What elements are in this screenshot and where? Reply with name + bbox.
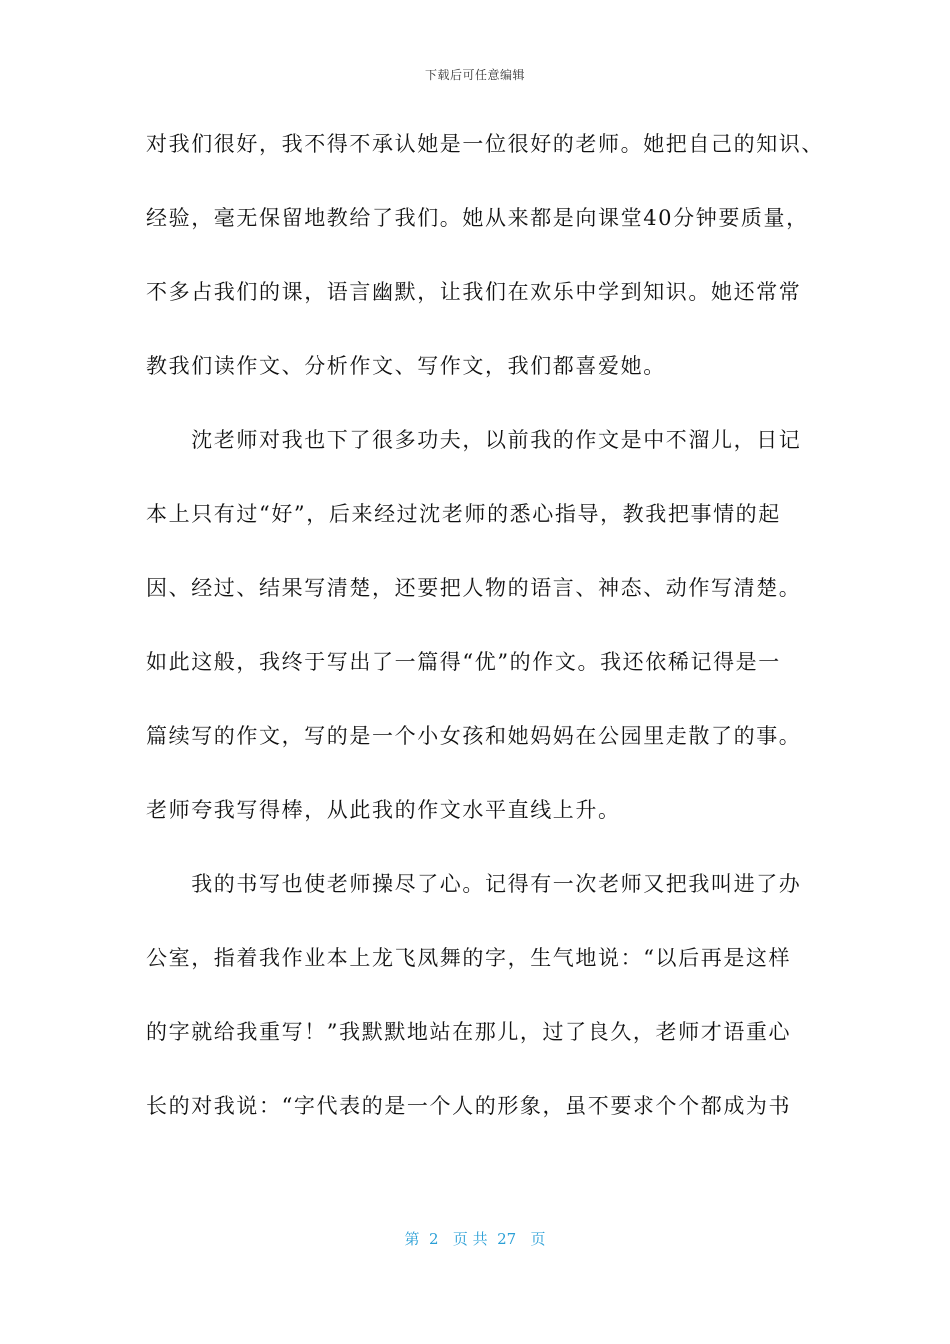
text-line: 的字就给我重写！”我默默地站在那儿，过了良久，老师才语重心 <box>146 1020 792 1044</box>
text-line: 公室，指着我作业本上龙飞凤舞的字，生气地说：“以后再是这样 <box>146 946 792 970</box>
text-line: 沈老师对我也下了很多功夫，以前我的作文是中不溜儿，日记 <box>146 428 802 452</box>
text-line: 老师夸我写得棒，从此我的作文水平直线上升。 <box>146 798 621 822</box>
text-line: 因、经过、结果写清楚，还要把人物的语言、神态、动作写清楚。 <box>146 576 802 600</box>
page-header: 下载后可任意编辑 <box>424 68 525 82</box>
text-line: 不多占我们的课，语言幽默，让我们在欢乐中学到知识。她还常常 <box>146 280 802 304</box>
text-line: 长的对我说：“字代表的是一个人的形象，虽不要求个个都成为书 <box>146 1094 792 1118</box>
document-body <box>146 120 826 1156</box>
page-number-footer: 第 2 页 共 27 页 <box>404 1230 546 1248</box>
text-line: 经验，毫无保留地教给了我们。她从来都是向课堂40分钟要质量， <box>146 206 809 230</box>
text-line: 篇续写的作文，写的是一个小女孩和她妈妈在公园里走散了的事。 <box>146 724 802 748</box>
text-line: 我的书写也使老师操尽了心。记得有一次老师又把我叫进了办 <box>146 872 802 896</box>
text-line: 如此这般，我终于写出了一篇得“优”的作文。我还依稀记得是一 <box>146 650 781 674</box>
text-line: 对我们很好，我不得不承认她是一位很好的老师。她把自己的知识、 <box>146 132 824 156</box>
text-line: 教我们读作文、分析作文、写作文，我们都喜爱她。 <box>146 354 666 378</box>
text-line: 本上只有过“好”，后来经过沈老师的悉心指导，教我把事情的起 <box>146 502 781 526</box>
